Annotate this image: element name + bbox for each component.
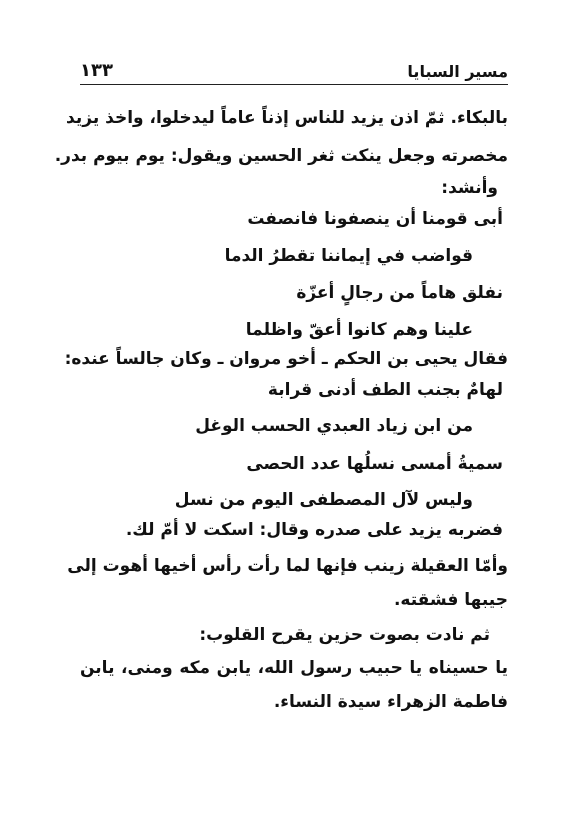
verse-line-7: سميةُ أمسى نسلُها عدد الحصى	[246, 454, 503, 474]
verse-line-4: علينا وهم كانوا أعقّ واظلما	[245, 320, 473, 340]
text-line-4: فقال يحيى بن الحكم ـ أخو مروان ـ وكان جالساً عنده:	[64, 349, 508, 369]
verse-line-3: نفلق هاماً من رجالٍ أعزّة	[296, 283, 503, 303]
text-line-8: ثم نادت بصوت حزين يقرح القلوب:	[199, 625, 490, 645]
verse-line-2: قواضب في إيماننا تقطرُ الدما	[224, 246, 473, 266]
text-line-6: وأمّا العقيلة زينب فإنها لما رأت رأس أخيها أهوت إلى	[67, 556, 508, 576]
text-line-5: فضربه يزيد على صدره وقال: اسكت لا أمّ لك.	[125, 520, 503, 540]
text-line-9: يا حسيناه يا حبيب رسول الله، يابن مكه ومنى، يابن	[80, 658, 508, 678]
verse-line-8: وليس لآل المصطفى اليوم من نسل	[174, 490, 473, 510]
verse-line-5: لهامٌ بجنب الطف أدنى قرابة	[267, 380, 503, 400]
text-line-2: مخصرته وجعل ينكت ثغر الحسين ويقول: يوم بيوم بدر.	[54, 146, 508, 166]
text-line-1: بالبكاء. ثمّ اذن يزيد للناس إذناً عاماً ليدخلوا، واخذ يزيد	[66, 108, 508, 128]
page-header	[80, 62, 508, 85]
verse-line-6: من ابن زياد العبدي الحسب الوغل	[195, 416, 473, 436]
text-line-3: وأنشد:	[441, 178, 498, 198]
text-line-7: جيبها فشقته.	[393, 590, 508, 610]
running-title: مسير السبايا	[407, 62, 508, 81]
verse-line-1: أبى قومنا أن ينصفونا فانصفت	[247, 209, 503, 229]
text-line-10: فاطمة الزهراء سيدة النساء.	[273, 692, 508, 712]
page-number: ١٣٣	[80, 60, 113, 81]
